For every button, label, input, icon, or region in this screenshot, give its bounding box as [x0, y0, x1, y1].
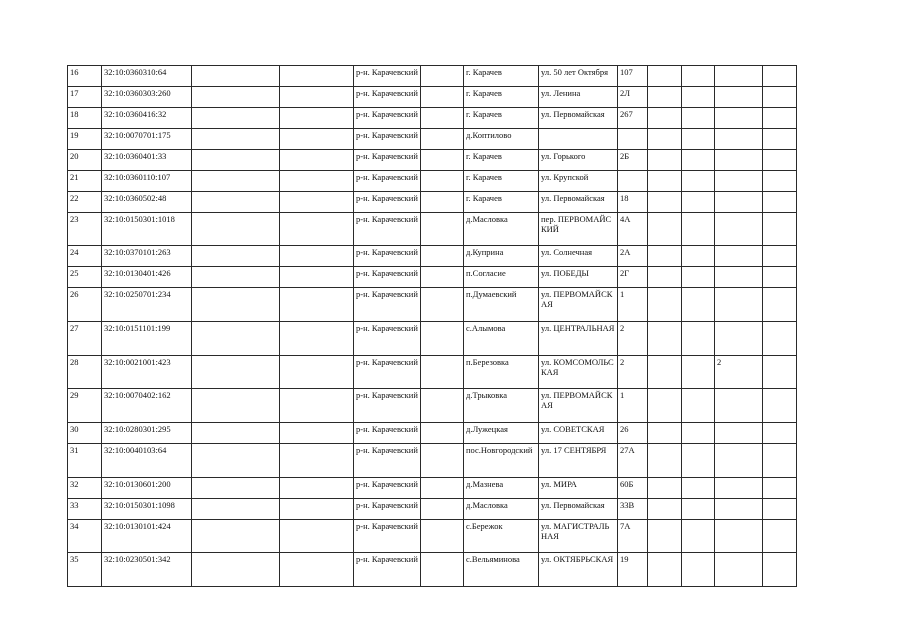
- extra-cell: [715, 66, 763, 87]
- street-cell: ул. 17 СЕНТЯБРЯ: [539, 444, 618, 478]
- row-number-cell: 31: [68, 444, 102, 478]
- empty-cell: [648, 444, 682, 478]
- registry-table: [67, 65, 797, 587]
- empty-cell: [682, 423, 715, 444]
- empty-cell: [682, 288, 715, 322]
- extra-cell: [715, 423, 763, 444]
- house-number-cell: 2Л: [618, 87, 648, 108]
- empty-cell: [280, 213, 354, 246]
- district-cell: р-н. Карачевский: [354, 87, 421, 108]
- table-row: [68, 213, 797, 246]
- empty-cell: [280, 553, 354, 587]
- empty-cell: [682, 553, 715, 587]
- row-number-cell: 32: [68, 478, 102, 499]
- house-number-cell: 107: [618, 66, 648, 87]
- street-cell: ул. КОМСОМОЛЬСКАЯ: [539, 356, 618, 389]
- table-row: [68, 553, 797, 587]
- empty-cell: [682, 267, 715, 288]
- empty-cell: [192, 246, 280, 267]
- empty-cell: [682, 213, 715, 246]
- house-number-cell: 2Г: [618, 267, 648, 288]
- extra-cell: [715, 520, 763, 553]
- empty-cell: [763, 389, 797, 423]
- empty-cell: [763, 150, 797, 171]
- empty-cell: [763, 66, 797, 87]
- extra-cell: [715, 288, 763, 322]
- row-number-cell: 26: [68, 288, 102, 322]
- district-cell: р-н. Карачевский: [354, 66, 421, 87]
- cadastral-number-cell: 32:10:0150301:1098: [102, 499, 192, 520]
- empty-cell: [280, 150, 354, 171]
- empty-cell: [648, 553, 682, 587]
- house-number-cell: 18: [618, 192, 648, 213]
- locality-cell: с.Вельяминова: [464, 553, 539, 587]
- street-cell: ул. Ленина: [539, 87, 618, 108]
- empty-cell: [648, 150, 682, 171]
- street-cell: ул. Первомайская: [539, 192, 618, 213]
- row-number-cell: 24: [68, 246, 102, 267]
- row-number-cell: 23: [68, 213, 102, 246]
- extra-cell: [715, 499, 763, 520]
- locality-cell: г. Карачев: [464, 108, 539, 129]
- district-cell: р-н. Карачевский: [354, 553, 421, 587]
- table-row: [68, 267, 797, 288]
- locality-cell: д.Мазнева: [464, 478, 539, 499]
- street-cell: ул. Первомайская: [539, 108, 618, 129]
- table-row: [68, 322, 797, 356]
- table-row: [68, 423, 797, 444]
- empty-cell: [192, 192, 280, 213]
- empty-cell: [421, 356, 464, 389]
- empty-cell: [763, 356, 797, 389]
- table-row: [68, 129, 797, 150]
- empty-cell: [648, 192, 682, 213]
- cadastral-number-cell: 32:10:0070402:162: [102, 389, 192, 423]
- empty-cell: [421, 150, 464, 171]
- empty-cell: [648, 288, 682, 322]
- extra-cell: [715, 129, 763, 150]
- locality-cell: с.Бережок: [464, 520, 539, 553]
- locality-cell: д.Лужецкая: [464, 423, 539, 444]
- empty-cell: [648, 171, 682, 192]
- extra-cell: [715, 553, 763, 587]
- cadastral-number-cell: 32:10:0130101:424: [102, 520, 192, 553]
- empty-cell: [421, 553, 464, 587]
- empty-cell: [682, 478, 715, 499]
- locality-cell: д.Куприна: [464, 246, 539, 267]
- empty-cell: [763, 499, 797, 520]
- cadastral-number-cell: 32:10:0021001:423: [102, 356, 192, 389]
- empty-cell: [682, 499, 715, 520]
- empty-cell: [280, 389, 354, 423]
- table-row: [68, 246, 797, 267]
- row-number-cell: 34: [68, 520, 102, 553]
- empty-cell: [192, 288, 280, 322]
- extra-cell: [715, 108, 763, 129]
- district-cell: р-н. Карачевский: [354, 288, 421, 322]
- empty-cell: [280, 66, 354, 87]
- empty-cell: [280, 288, 354, 322]
- empty-cell: [648, 389, 682, 423]
- house-number-cell: [618, 171, 648, 192]
- empty-cell: [648, 213, 682, 246]
- street-cell: ул. ПЕРВОМАЙСКАЯ: [539, 288, 618, 322]
- empty-cell: [648, 66, 682, 87]
- street-cell: ул. Крупской: [539, 171, 618, 192]
- empty-cell: [280, 356, 354, 389]
- empty-cell: [648, 478, 682, 499]
- empty-cell: [192, 267, 280, 288]
- empty-cell: [280, 499, 354, 520]
- locality-cell: п.Согласие: [464, 267, 539, 288]
- empty-cell: [421, 213, 464, 246]
- empty-cell: [421, 288, 464, 322]
- extra-cell: [715, 192, 763, 213]
- locality-cell: г. Карачев: [464, 171, 539, 192]
- locality-cell: г. Карачев: [464, 87, 539, 108]
- empty-cell: [682, 66, 715, 87]
- empty-cell: [682, 389, 715, 423]
- empty-cell: [763, 322, 797, 356]
- row-number-cell: 22: [68, 192, 102, 213]
- row-number-cell: 17: [68, 87, 102, 108]
- extra-cell: [715, 322, 763, 356]
- empty-cell: [280, 87, 354, 108]
- empty-cell: [280, 108, 354, 129]
- row-number-cell: 29: [68, 389, 102, 423]
- district-cell: р-н. Карачевский: [354, 192, 421, 213]
- empty-cell: [192, 444, 280, 478]
- empty-cell: [280, 444, 354, 478]
- empty-cell: [763, 267, 797, 288]
- district-cell: р-н. Карачевский: [354, 322, 421, 356]
- empty-cell: [421, 267, 464, 288]
- empty-cell: [682, 520, 715, 553]
- street-cell: ул. Горького: [539, 150, 618, 171]
- empty-cell: [648, 129, 682, 150]
- locality-cell: п.Думаевский: [464, 288, 539, 322]
- district-cell: р-н. Карачевский: [354, 129, 421, 150]
- district-cell: р-н. Карачевский: [354, 389, 421, 423]
- row-number-cell: 19: [68, 129, 102, 150]
- cadastral-number-cell: 32:10:0130601:200: [102, 478, 192, 499]
- empty-cell: [280, 322, 354, 356]
- empty-cell: [763, 192, 797, 213]
- district-cell: р-н. Карачевский: [354, 108, 421, 129]
- empty-cell: [280, 423, 354, 444]
- empty-cell: [421, 478, 464, 499]
- extra-cell: [715, 87, 763, 108]
- house-number-cell: 33В: [618, 499, 648, 520]
- table-row: [68, 108, 797, 129]
- empty-cell: [421, 499, 464, 520]
- row-number-cell: 16: [68, 66, 102, 87]
- house-number-cell: 60Б: [618, 478, 648, 499]
- empty-cell: [192, 150, 280, 171]
- empty-cell: [421, 66, 464, 87]
- street-cell: ул. МАГИСТРАЛЬНАЯ: [539, 520, 618, 553]
- street-cell: ул. 50 лет Октября: [539, 66, 618, 87]
- empty-cell: [682, 192, 715, 213]
- empty-cell: [763, 423, 797, 444]
- empty-cell: [682, 322, 715, 356]
- cadastral-number-cell: 32:10:0360401:33: [102, 150, 192, 171]
- cadastral-number-cell: 32:10:0280301:295: [102, 423, 192, 444]
- row-number-cell: 33: [68, 499, 102, 520]
- locality-cell: д.Коптилово: [464, 129, 539, 150]
- house-number-cell: 27А: [618, 444, 648, 478]
- cadastral-number-cell: 32:10:0370101:263: [102, 246, 192, 267]
- row-number-cell: 20: [68, 150, 102, 171]
- empty-cell: [280, 478, 354, 499]
- empty-cell: [421, 322, 464, 356]
- empty-cell: [763, 213, 797, 246]
- empty-cell: [280, 129, 354, 150]
- empty-cell: [280, 171, 354, 192]
- cadastral-number-cell: 32:10:0070701:175: [102, 129, 192, 150]
- extra-cell: [715, 246, 763, 267]
- empty-cell: [192, 499, 280, 520]
- empty-cell: [682, 87, 715, 108]
- house-number-cell: 4А: [618, 213, 648, 246]
- locality-cell: г. Карачев: [464, 150, 539, 171]
- empty-cell: [682, 246, 715, 267]
- empty-cell: [421, 108, 464, 129]
- cadastral-number-cell: 32:10:0151101:199: [102, 322, 192, 356]
- house-number-cell: 2: [618, 356, 648, 389]
- empty-cell: [682, 356, 715, 389]
- table-row: [68, 87, 797, 108]
- house-number-cell: 1: [618, 389, 648, 423]
- empty-cell: [421, 389, 464, 423]
- street-cell: ул. ОКТЯБРЬСКАЯ: [539, 553, 618, 587]
- locality-cell: д.Масловка: [464, 213, 539, 246]
- empty-cell: [648, 108, 682, 129]
- row-number-cell: 35: [68, 553, 102, 587]
- table-row: [68, 520, 797, 553]
- empty-cell: [421, 171, 464, 192]
- empty-cell: [763, 246, 797, 267]
- empty-cell: [763, 108, 797, 129]
- empty-cell: [192, 87, 280, 108]
- empty-cell: [682, 444, 715, 478]
- extra-cell: [715, 444, 763, 478]
- empty-cell: [763, 171, 797, 192]
- cadastral-number-cell: 32:10:0360416:32: [102, 108, 192, 129]
- locality-cell: д.Масловка: [464, 499, 539, 520]
- table-row: [68, 192, 797, 213]
- empty-cell: [648, 87, 682, 108]
- empty-cell: [648, 322, 682, 356]
- house-number-cell: 2: [618, 322, 648, 356]
- empty-cell: [192, 129, 280, 150]
- district-cell: р-н. Карачевский: [354, 213, 421, 246]
- street-cell: [539, 129, 618, 150]
- street-cell: ул. ПОБЕДЫ: [539, 267, 618, 288]
- table-row: [68, 66, 797, 87]
- extra-cell: 2: [715, 356, 763, 389]
- empty-cell: [648, 499, 682, 520]
- extra-cell: [715, 267, 763, 288]
- empty-cell: [682, 108, 715, 129]
- district-cell: р-н. Карачевский: [354, 423, 421, 444]
- empty-cell: [192, 213, 280, 246]
- empty-cell: [763, 520, 797, 553]
- house-number-cell: 1: [618, 288, 648, 322]
- empty-cell: [421, 246, 464, 267]
- extra-cell: [715, 389, 763, 423]
- street-cell: ул. Первомайская: [539, 499, 618, 520]
- street-cell: пер. ПЕРВОМАЙСКИЙ: [539, 213, 618, 246]
- house-number-cell: [618, 129, 648, 150]
- table-row: [68, 499, 797, 520]
- row-number-cell: 28: [68, 356, 102, 389]
- locality-cell: пос.Новгородский: [464, 444, 539, 478]
- table-row: [68, 150, 797, 171]
- locality-cell: г. Карачев: [464, 192, 539, 213]
- empty-cell: [192, 322, 280, 356]
- empty-cell: [421, 520, 464, 553]
- house-number-cell: 19: [618, 553, 648, 587]
- cadastral-number-cell: 32:10:0360303:260: [102, 87, 192, 108]
- cadastral-number-cell: 32:10:0130401:426: [102, 267, 192, 288]
- empty-cell: [682, 171, 715, 192]
- extra-cell: [715, 478, 763, 499]
- empty-cell: [682, 150, 715, 171]
- empty-cell: [192, 171, 280, 192]
- house-number-cell: 26: [618, 423, 648, 444]
- street-cell: ул. ПЕРВОМАЙСКАЯ: [539, 389, 618, 423]
- empty-cell: [192, 389, 280, 423]
- cadastral-number-cell: 32:10:0150301:1018: [102, 213, 192, 246]
- empty-cell: [763, 444, 797, 478]
- empty-cell: [421, 423, 464, 444]
- empty-cell: [763, 478, 797, 499]
- extra-cell: [715, 213, 763, 246]
- row-number-cell: 30: [68, 423, 102, 444]
- row-number-cell: 21: [68, 171, 102, 192]
- cadastral-number-cell: 32:10:0230501:342: [102, 553, 192, 587]
- empty-cell: [192, 520, 280, 553]
- empty-cell: [192, 356, 280, 389]
- row-number-cell: 25: [68, 267, 102, 288]
- street-cell: ул. Солнечная: [539, 246, 618, 267]
- empty-cell: [280, 267, 354, 288]
- empty-cell: [421, 192, 464, 213]
- district-cell: р-н. Карачевский: [354, 520, 421, 553]
- empty-cell: [763, 553, 797, 587]
- locality-cell: д.Трыковка: [464, 389, 539, 423]
- table-row: [68, 171, 797, 192]
- locality-cell: г. Карачев: [464, 66, 539, 87]
- district-cell: р-н. Карачевский: [354, 356, 421, 389]
- table-row: [68, 389, 797, 423]
- table-row: [68, 478, 797, 499]
- cadastral-number-cell: 32:10:0360310:64: [102, 66, 192, 87]
- cadastral-number-cell: 32:10:0360110:107: [102, 171, 192, 192]
- empty-cell: [648, 267, 682, 288]
- locality-cell: с.Алымова: [464, 322, 539, 356]
- cadastral-number-cell: 32:10:0040103:64: [102, 444, 192, 478]
- district-cell: р-н. Карачевский: [354, 478, 421, 499]
- extra-cell: [715, 171, 763, 192]
- extra-cell: [715, 150, 763, 171]
- district-cell: р-н. Карачевский: [354, 267, 421, 288]
- empty-cell: [192, 108, 280, 129]
- cadastral-number-cell: 32:10:0360502:48: [102, 192, 192, 213]
- empty-cell: [763, 129, 797, 150]
- empty-cell: [280, 520, 354, 553]
- district-cell: р-н. Карачевский: [354, 150, 421, 171]
- empty-cell: [192, 478, 280, 499]
- row-number-cell: 18: [68, 108, 102, 129]
- empty-cell: [648, 423, 682, 444]
- empty-cell: [192, 66, 280, 87]
- empty-cell: [648, 246, 682, 267]
- cadastral-number-cell: 32:10:0250701:234: [102, 288, 192, 322]
- table-row: [68, 288, 797, 322]
- empty-cell: [763, 288, 797, 322]
- empty-cell: [421, 87, 464, 108]
- empty-cell: [648, 356, 682, 389]
- street-cell: ул. СОВЕТСКАЯ: [539, 423, 618, 444]
- house-number-cell: 7А: [618, 520, 648, 553]
- house-number-cell: 267: [618, 108, 648, 129]
- district-cell: р-н. Карачевский: [354, 499, 421, 520]
- district-cell: р-н. Карачевский: [354, 444, 421, 478]
- street-cell: ул. ЦЕНТРАЛЬНАЯ: [539, 322, 618, 356]
- house-number-cell: 2Б: [618, 150, 648, 171]
- empty-cell: [192, 553, 280, 587]
- empty-cell: [280, 246, 354, 267]
- row-number-cell: 27: [68, 322, 102, 356]
- locality-cell: п.Березовка: [464, 356, 539, 389]
- district-cell: р-н. Карачевский: [354, 246, 421, 267]
- empty-cell: [763, 87, 797, 108]
- table-row: [68, 444, 797, 478]
- house-number-cell: 2А: [618, 246, 648, 267]
- street-cell: ул. МИРА: [539, 478, 618, 499]
- empty-cell: [280, 192, 354, 213]
- empty-cell: [648, 520, 682, 553]
- empty-cell: [682, 129, 715, 150]
- table-row: [68, 356, 797, 389]
- empty-cell: [421, 444, 464, 478]
- empty-cell: [192, 423, 280, 444]
- district-cell: р-н. Карачевский: [354, 171, 421, 192]
- empty-cell: [421, 129, 464, 150]
